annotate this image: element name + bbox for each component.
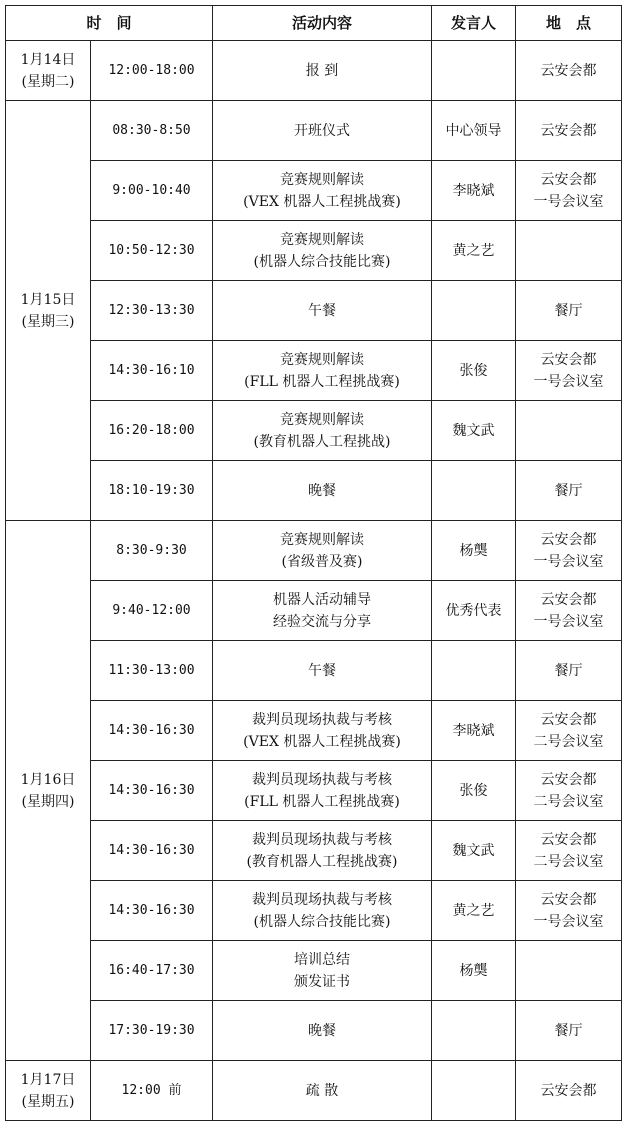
session-location [516, 641, 622, 701]
session-location [516, 161, 622, 221]
activity-line: 晚餐 [308, 482, 337, 499]
table-row [6, 821, 622, 881]
header-activity: 活动内容 [213, 6, 432, 41]
session-location [516, 101, 622, 161]
session-time: 17:30-19:30 [91, 1001, 213, 1061]
location-line: 云安会都 [540, 351, 597, 368]
session-location [516, 401, 622, 461]
day-date: 1月14日 [20, 51, 76, 68]
activity-line: 报 到 [305, 62, 339, 79]
session-location [516, 701, 622, 761]
table-row [6, 641, 622, 701]
table-row [6, 1001, 622, 1061]
location-line: 餐厅 [554, 482, 583, 499]
session-location [516, 461, 622, 521]
table-row [6, 1061, 622, 1121]
session-speaker: 黄之艺 [432, 221, 516, 281]
activity-line: (FLL 机器人工程挑战赛) [244, 373, 400, 390]
activity-line: 晚餐 [308, 1022, 337, 1039]
session-time: 8:30-9:30 [91, 521, 213, 581]
session-speaker [432, 1061, 516, 1121]
session-speaker [432, 41, 516, 101]
session-activity [213, 341, 432, 401]
session-speaker: 魏文武 [432, 401, 516, 461]
location-line: 餐厅 [554, 662, 583, 679]
session-time: 14:30-16:30 [91, 761, 213, 821]
day-date-cell [6, 521, 91, 1061]
table-row [6, 521, 622, 581]
session-activity [213, 761, 432, 821]
session-activity [213, 581, 432, 641]
session-location [516, 221, 622, 281]
location-line: 云安会都 [540, 831, 597, 848]
table-row [6, 281, 622, 341]
session-activity [213, 881, 432, 941]
day-weekday: (星期三) [21, 313, 75, 330]
session-location [516, 881, 622, 941]
table-row [6, 221, 622, 281]
session-activity [213, 1001, 432, 1061]
table-row [6, 161, 622, 221]
day-date-cell [6, 41, 91, 101]
session-speaker [432, 461, 516, 521]
session-speaker: 李晓斌 [432, 161, 516, 221]
location-line: 云安会都 [540, 62, 597, 79]
activity-line: 培训总结 [294, 951, 351, 968]
day-weekday: (星期四) [21, 793, 75, 810]
session-location [516, 281, 622, 341]
session-location [516, 41, 622, 101]
session-activity [213, 221, 432, 281]
table-row [6, 341, 622, 401]
schedule-body [6, 41, 622, 1121]
session-activity [213, 461, 432, 521]
session-time: 14:30-16:10 [91, 341, 213, 401]
session-speaker: 中心领导 [432, 101, 516, 161]
activity-line: (机器人综合技能比赛) [253, 253, 391, 270]
session-location [516, 761, 622, 821]
session-speaker: 李晓斌 [432, 701, 516, 761]
location-line: 云安会都 [540, 171, 597, 188]
session-speaker: 张俊 [432, 341, 516, 401]
table-row [6, 101, 622, 161]
session-time: 14:30-16:30 [91, 881, 213, 941]
activity-line: 竞赛规则解读 [280, 411, 365, 428]
activity-line: 午餐 [308, 662, 337, 679]
activity-line: (教育机器人工程挑战赛) [246, 853, 398, 870]
day-date: 1月15日 [20, 291, 76, 308]
session-time: 9:00-10:40 [91, 161, 213, 221]
location-line: 一号会议室 [533, 193, 604, 210]
session-time: 14:30-16:30 [91, 821, 213, 881]
location-line: 餐厅 [554, 302, 583, 319]
activity-line: 机器人活动辅导 [273, 591, 372, 608]
session-location [516, 1001, 622, 1061]
session-time: 18:10-19:30 [91, 461, 213, 521]
session-time: 9:40-12:00 [91, 581, 213, 641]
location-line: 一号会议室 [533, 913, 604, 930]
activity-line: 午餐 [308, 302, 337, 319]
session-speaker: 魏文武 [432, 821, 516, 881]
location-line: 云安会都 [540, 1082, 597, 1099]
session-time: 11:30-13:00 [91, 641, 213, 701]
session-activity [213, 281, 432, 341]
header-location: 地 点 [516, 6, 622, 41]
session-location [516, 821, 622, 881]
table-row [6, 761, 622, 821]
session-activity [213, 521, 432, 581]
session-activity [213, 641, 432, 701]
location-line: 云安会都 [540, 531, 597, 548]
table-row [6, 461, 622, 521]
session-speaker: 黄之艺 [432, 881, 516, 941]
activity-line: 裁判员现场执裁与考核 [252, 711, 393, 728]
session-time: 08:30-8:50 [91, 101, 213, 161]
activity-line: 裁判员现场执裁与考核 [252, 891, 393, 908]
session-time: 10:50-12:30 [91, 221, 213, 281]
activity-line: 疏 散 [305, 1082, 339, 1099]
session-location [516, 581, 622, 641]
location-line: 云安会都 [540, 891, 597, 908]
table-row [6, 941, 622, 1001]
session-activity [213, 101, 432, 161]
session-activity [213, 821, 432, 881]
session-activity [213, 401, 432, 461]
header-time: 时 间 [6, 6, 213, 41]
table-row [6, 881, 622, 941]
activity-line: (FLL 机器人工程挑战赛) [244, 793, 400, 810]
session-time: 12:00-18:00 [91, 41, 213, 101]
session-time: 16:40-17:30 [91, 941, 213, 1001]
activity-line: (教育机器人工程挑战) [253, 433, 391, 450]
table-row [6, 581, 622, 641]
day-date: 1月17日 [20, 1071, 76, 1088]
table-row [6, 401, 622, 461]
activity-line: 经验交流与分享 [273, 613, 372, 630]
activity-line: 竞赛规则解读 [280, 531, 365, 548]
session-activity [213, 701, 432, 761]
session-speaker: 杨龑 [432, 941, 516, 1001]
location-line: 云安会都 [540, 711, 597, 728]
day-date-cell [6, 1061, 91, 1121]
activity-line: 竞赛规则解读 [280, 231, 365, 248]
session-time: 12:00 前 [91, 1061, 213, 1121]
session-speaker: 张俊 [432, 761, 516, 821]
activity-line: (VEX 机器人工程挑战赛) [243, 193, 401, 210]
session-activity [213, 41, 432, 101]
location-line: 云安会都 [540, 122, 597, 139]
location-line: 餐厅 [554, 1022, 583, 1039]
session-activity [213, 941, 432, 1001]
location-line: 二号会议室 [533, 853, 604, 870]
session-activity [213, 161, 432, 221]
session-time: 12:30-13:30 [91, 281, 213, 341]
session-speaker: 优秀代表 [432, 581, 516, 641]
activity-line: (VEX 机器人工程挑战赛) [243, 733, 401, 750]
header-speaker: 发言人 [432, 6, 516, 41]
activity-line: 裁判员现场执裁与考核 [252, 771, 393, 788]
location-line: 一号会议室 [533, 553, 604, 570]
session-location [516, 1061, 622, 1121]
activity-line: (省级普及赛) [281, 553, 363, 570]
location-line: 二号会议室 [533, 733, 604, 750]
session-speaker [432, 1001, 516, 1061]
session-speaker: 杨龑 [432, 521, 516, 581]
day-date-cell [6, 101, 91, 521]
table-row [6, 701, 622, 761]
session-speaker [432, 281, 516, 341]
session-time: 16:20-18:00 [91, 401, 213, 461]
session-speaker [432, 641, 516, 701]
location-line: 云安会都 [540, 771, 597, 788]
day-weekday: (星期二) [21, 73, 75, 90]
schedule-table [5, 5, 622, 1121]
activity-line: 裁判员现场执裁与考核 [252, 831, 393, 848]
day-date: 1月16日 [20, 771, 76, 788]
session-location [516, 341, 622, 401]
activity-line: (机器人综合技能比赛) [253, 913, 391, 930]
session-location [516, 941, 622, 1001]
activity-line: 竞赛规则解读 [280, 171, 365, 188]
location-line: 二号会议室 [533, 793, 604, 810]
table-row [6, 41, 622, 101]
activity-line: 竞赛规则解读 [280, 351, 365, 368]
activity-line: 颁发证书 [294, 973, 351, 990]
location-line: 一号会议室 [533, 613, 604, 630]
session-activity [213, 1061, 432, 1121]
activity-line: 开班仪式 [294, 122, 351, 139]
session-location [516, 521, 622, 581]
location-line: 一号会议室 [533, 373, 604, 390]
header-row [6, 6, 622, 41]
location-line: 云安会都 [540, 591, 597, 608]
session-time: 14:30-16:30 [91, 701, 213, 761]
day-weekday: (星期五) [21, 1093, 75, 1110]
